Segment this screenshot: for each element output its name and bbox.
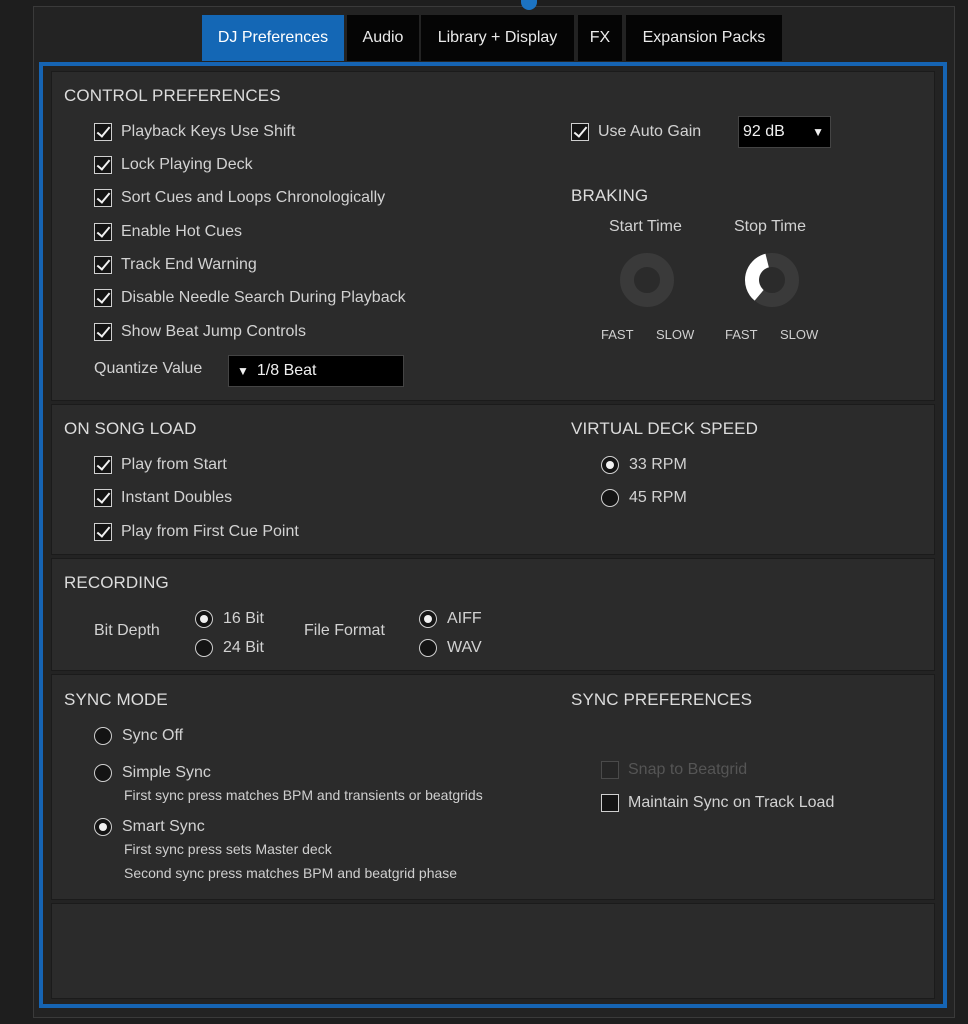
- window-indicator: [521, 0, 537, 10]
- radio-button[interactable]: [94, 764, 112, 782]
- empty-panel: [51, 903, 935, 999]
- tab-dj-preferences[interactable]: DJ Preferences: [202, 15, 344, 61]
- recording-title: RECORDING: [64, 573, 169, 592]
- checkbox[interactable]: [571, 123, 589, 141]
- start-time-label: Start Time: [609, 218, 682, 235]
- quantize-value: 1/8 Beat: [256, 362, 317, 379]
- option-label: Playback Keys Use Shift: [121, 123, 296, 140]
- option-show-beat-jump[interactable]: [94, 320, 306, 344]
- checkbox[interactable]: [94, 156, 112, 174]
- tab-expansion-packs[interactable]: Expansion Packs: [626, 15, 782, 61]
- auto-gain-value: 92 dB: [743, 123, 785, 140]
- tab-audio[interactable]: Audio: [347, 15, 419, 61]
- option-label: Maintain Sync on Track Load: [628, 794, 835, 811]
- control-preferences-title: CONTROL PREFERENCES: [64, 86, 281, 105]
- quantize-label: Quantize Value: [94, 360, 203, 377]
- song-load-title: ON SONG LOAD: [64, 419, 197, 438]
- option-label: Play from Start: [121, 456, 227, 473]
- option-smart-sync[interactable]: [94, 815, 205, 839]
- radio-button[interactable]: [195, 610, 213, 628]
- checkbox[interactable]: [94, 456, 112, 474]
- option-use-auto-gain[interactable]: [571, 120, 701, 144]
- dropdown-arrow-icon: ▼: [237, 364, 249, 378]
- radio-button[interactable]: [419, 610, 437, 628]
- option-maintain-sync[interactable]: [601, 791, 834, 815]
- option-track-end-warning[interactable]: [94, 253, 257, 277]
- option-sync-off[interactable]: [94, 724, 183, 748]
- radio-button[interactable]: [94, 818, 112, 836]
- option-24-bit[interactable]: [195, 636, 264, 660]
- checkbox[interactable]: [94, 523, 112, 541]
- option-label: Snap to Beatgrid: [628, 761, 748, 778]
- option-sort-cues[interactable]: [94, 186, 385, 210]
- option-label: Simple Sync: [122, 764, 211, 781]
- sync-preferences-title: SYNC PREFERENCES: [571, 690, 753, 709]
- option-label: 33 RPM: [629, 456, 687, 473]
- checkbox[interactable]: [94, 123, 112, 141]
- option-label: Lock Playing Deck: [121, 156, 253, 173]
- stop-time-knob[interactable]: [744, 252, 800, 308]
- option-simple-sync[interactable]: [94, 761, 211, 785]
- tab-fx[interactable]: FX: [578, 15, 622, 61]
- start-time-knob[interactable]: [619, 252, 675, 308]
- option-aiff[interactable]: [419, 607, 482, 631]
- option-label: Enable Hot Cues: [121, 223, 242, 240]
- option-label: Sync Off: [122, 727, 184, 744]
- option-play-first-cue[interactable]: [94, 520, 299, 544]
- option-label: Track End Warning: [121, 256, 257, 273]
- checkbox[interactable]: [601, 794, 619, 812]
- option-16-bit[interactable]: [195, 607, 264, 631]
- radio-button[interactable]: [195, 639, 213, 657]
- option-label: 45 RPM: [629, 489, 687, 506]
- option-label: 24 Bit: [223, 639, 264, 656]
- sync-mode-title: SYNC MODE: [64, 690, 168, 709]
- radio-button[interactable]: [419, 639, 437, 657]
- auto-gain-dropdown[interactable]: [738, 116, 831, 148]
- checkbox[interactable]: [94, 223, 112, 241]
- simple-sync-description: First sync press matches BPM and transients or beatgrids: [124, 787, 483, 803]
- smart-sync-description-1: First sync press sets Master deck: [124, 841, 332, 857]
- stop-time-label: Stop Time: [734, 218, 807, 235]
- radio-button[interactable]: [601, 489, 619, 507]
- option-disable-needle-search[interactable]: [94, 286, 406, 310]
- option-instant-doubles[interactable]: [94, 486, 232, 510]
- option-label: Show Beat Jump Controls: [121, 323, 306, 340]
- option-45-rpm[interactable]: [601, 486, 687, 510]
- option-snap-to-beatgrid: [601, 758, 747, 782]
- option-playback-keys-shift[interactable]: [94, 120, 295, 144]
- option-33-rpm[interactable]: [601, 453, 687, 477]
- bit-depth-label: Bit Depth: [94, 622, 160, 639]
- checkbox[interactable]: [94, 189, 112, 207]
- option-label: Smart Sync: [122, 818, 205, 835]
- option-label: 16 Bit: [223, 610, 264, 627]
- checkbox: [601, 761, 619, 779]
- file-format-label: File Format: [304, 622, 385, 639]
- option-label: Sort Cues and Loops Chronologically: [121, 189, 386, 206]
- braking-title: BRAKING: [571, 186, 649, 205]
- quantize-dropdown[interactable]: [228, 355, 404, 387]
- option-label: Disable Needle Search During Playback: [121, 289, 406, 306]
- checkbox[interactable]: [94, 489, 112, 507]
- checkbox[interactable]: [94, 323, 112, 341]
- stop-fast-label: FAST: [725, 327, 758, 342]
- tab-library-display[interactable]: Library + Display: [421, 15, 574, 61]
- start-fast-label: FAST: [601, 327, 634, 342]
- start-slow-label: SLOW: [656, 327, 695, 342]
- option-wav[interactable]: [419, 636, 482, 660]
- dropdown-arrow-icon: ▼: [812, 125, 824, 139]
- radio-button[interactable]: [94, 727, 112, 745]
- option-label: WAV: [447, 639, 482, 656]
- option-label: Use Auto Gain: [598, 123, 702, 140]
- option-label: Instant Doubles: [121, 489, 233, 506]
- option-label: AIFF: [447, 610, 482, 627]
- option-play-from-start[interactable]: [94, 453, 227, 477]
- checkbox[interactable]: [94, 256, 112, 274]
- checkbox[interactable]: [94, 289, 112, 307]
- option-enable-hot-cues[interactable]: [94, 220, 242, 244]
- radio-button[interactable]: [601, 456, 619, 474]
- option-label: Play from First Cue Point: [121, 523, 299, 540]
- virtual-deck-title: VIRTUAL DECK SPEED: [571, 419, 758, 438]
- smart-sync-description-2: Second sync press matches BPM and beatgrid phase: [124, 865, 458, 881]
- recording-panel: [51, 558, 935, 671]
- stop-slow-label: SLOW: [780, 327, 819, 342]
- option-lock-playing-deck[interactable]: [94, 153, 253, 177]
